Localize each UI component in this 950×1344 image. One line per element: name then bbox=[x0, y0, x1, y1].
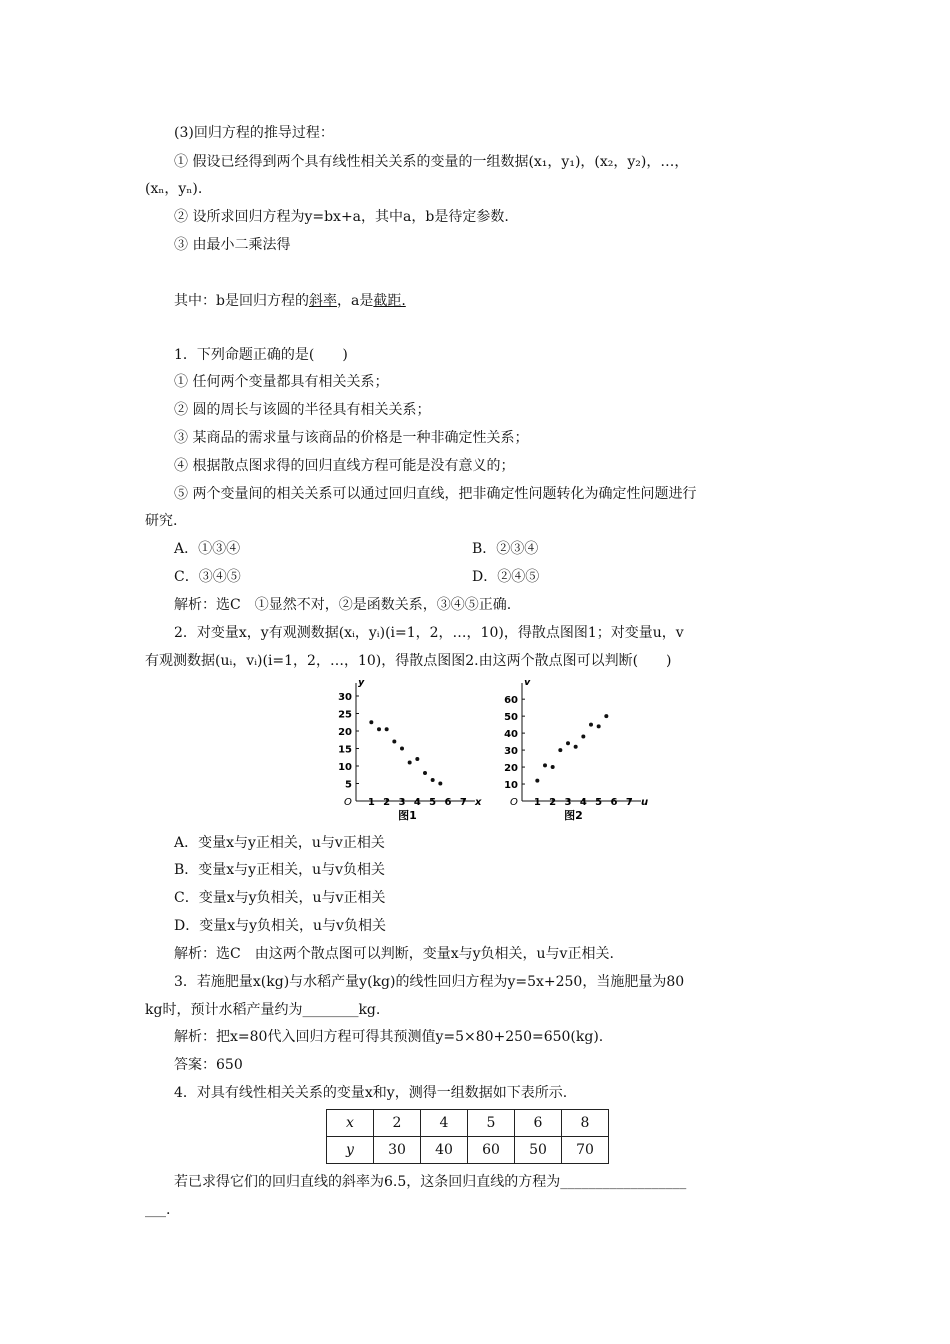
q4-data-table bbox=[326, 1109, 609, 1164]
q3-answer: 答案：650 bbox=[174, 1057, 243, 1073]
scatter-point bbox=[369, 720, 373, 724]
q1-option-c: C．③④⑤ bbox=[174, 569, 241, 585]
q1-item-1: ① 任何两个变量都具有相关关系； bbox=[174, 374, 389, 390]
note-intercept: 截距. bbox=[373, 293, 406, 309]
scatter-point bbox=[423, 771, 427, 775]
table-cell: 30 bbox=[374, 1137, 421, 1164]
q1-analysis: 解析：选C ①显然不对，②是函数关系，③④⑤正确. bbox=[174, 597, 512, 613]
scatter-chart-1 bbox=[330, 680, 485, 825]
q2-option-a: A．变量x与y正相关，u与v正相关 bbox=[174, 835, 385, 851]
scatter-point bbox=[400, 747, 404, 751]
scatter-point bbox=[431, 778, 435, 782]
y-tick-label: 30 bbox=[338, 692, 352, 703]
scatter-point bbox=[597, 724, 601, 728]
origin-label: O bbox=[510, 797, 518, 808]
y-tick-label: 50 bbox=[504, 712, 518, 724]
table-row bbox=[327, 1110, 609, 1137]
table-cell: 2 bbox=[374, 1110, 421, 1137]
table-cell: 40 bbox=[421, 1137, 468, 1164]
scatter-chart-2 bbox=[496, 680, 651, 825]
x-tick-label: 1 bbox=[367, 797, 375, 808]
q1-option-d: D．②④⑤ bbox=[472, 569, 540, 585]
note-slope: 斜率 bbox=[308, 293, 337, 309]
y-tick-label: 20 bbox=[338, 727, 352, 738]
q1-item-4: ④ 根据散点图求得的回归直线方程可能是没有意义的； bbox=[174, 458, 515, 474]
y-tick-label: 60 bbox=[504, 695, 518, 707]
q4-question-line-2: ___. bbox=[145, 1202, 171, 1218]
slope-intercept-note bbox=[174, 291, 406, 311]
x-tick-label: 5 bbox=[429, 797, 437, 808]
section-title: (3)回归方程的推导过程： bbox=[174, 125, 334, 141]
q2-stem-line-2: 有观测数据(uᵢ，vᵢ)(i=1，2，…，10)，得散点图图2.由这两个散点图可以判断( ) bbox=[145, 653, 672, 669]
scatter-point bbox=[408, 761, 412, 765]
x-tick-label: 2 bbox=[549, 797, 557, 808]
q4-question-line-1: 若已求得它们的回归直线的斜率为6.5，这条回归直线的方程为__________________ bbox=[174, 1174, 687, 1190]
chart-caption: 图2 bbox=[564, 809, 583, 822]
x-tick-label: 2 bbox=[383, 797, 391, 808]
scatter-point bbox=[438, 782, 442, 786]
q1-option-a: A．①③④ bbox=[174, 541, 241, 557]
x-tick-label: 4 bbox=[579, 797, 587, 808]
scatter-point bbox=[377, 727, 381, 731]
table-cell: 50 bbox=[515, 1137, 562, 1164]
step-3: ③ 由最小二乘法得 bbox=[174, 237, 291, 253]
table-cell: 60 bbox=[468, 1137, 515, 1164]
q3-stem-line-2: kg时，预计水稻产量约为________kg. bbox=[145, 1002, 381, 1018]
y-tick-label: 10 bbox=[338, 762, 352, 773]
scatter-point bbox=[566, 741, 570, 745]
scatter-point bbox=[574, 745, 578, 749]
step-2: ② 设所求回归方程为y=bx+a，其中a，b是待定参数. bbox=[174, 209, 509, 225]
scatter-point bbox=[558, 748, 562, 752]
q4-stem: 4．对具有线性相关关系的变量x和y，测得一组数据如下表所示. bbox=[174, 1085, 568, 1101]
q2-analysis: 解析：选C 由这两个散点图可以判断，变量x与y负相关，u与v正相关. bbox=[174, 946, 614, 962]
y-tick-label: 5 bbox=[345, 779, 352, 791]
note-middle: ，a是 bbox=[336, 293, 374, 309]
scatter-point bbox=[415, 757, 419, 761]
origin-label: O bbox=[344, 797, 352, 808]
q1-option-b: B．②③④ bbox=[472, 541, 539, 557]
q2-stem-line-1: 2．对变量x，y有观测数据(xᵢ，yᵢ)(i=1，2，…，10)，得散点图图1；对变量u，v bbox=[174, 625, 684, 641]
chart-caption: 图1 bbox=[398, 809, 417, 822]
x-tick-label: 6 bbox=[610, 797, 618, 808]
q2-option-c: C．变量x与y负相关，u与v正相关 bbox=[174, 890, 386, 906]
scatter-point bbox=[543, 763, 547, 767]
table-cell: 70 bbox=[562, 1137, 609, 1164]
y-tick-label: 30 bbox=[504, 746, 518, 758]
y-tick-label: 10 bbox=[504, 780, 518, 792]
y-axis-label: y bbox=[358, 680, 365, 688]
q1-item-3: ③ 某商品的需求量与该商品的价格是一种非确定性关系； bbox=[174, 430, 529, 446]
q2-option-b: B．变量x与y正相关，u与v负相关 bbox=[174, 862, 386, 878]
note-prefix: 其中：b是回归方程的 bbox=[174, 293, 309, 309]
x-tick-label: 7 bbox=[459, 797, 467, 808]
scatter-point bbox=[581, 735, 585, 739]
x-tick-label: 7 bbox=[625, 797, 633, 808]
x-tick-label: 5 bbox=[595, 797, 603, 808]
x-tick-label: 4 bbox=[413, 797, 421, 808]
y-tick-label: 20 bbox=[504, 763, 518, 775]
x-axis-label: x bbox=[475, 797, 482, 808]
scatter-point bbox=[535, 779, 539, 783]
x-tick-label: 3 bbox=[398, 797, 406, 808]
y-tick-label: 15 bbox=[338, 744, 352, 756]
x-tick-label: 3 bbox=[564, 797, 572, 808]
step-1-line-2: (xₙ，yₙ). bbox=[145, 181, 203, 197]
step-1-line-1: ① 假设已经得到两个具有线性相关关系的变量的一组数据(x₁，y₁)，(x₂，y₂)，…， bbox=[174, 154, 689, 170]
q3-stem-line-1: 3．若施肥量x(kg)与水稻产量y(kg)的线性回归方程为y=5x+250，当施肥量为80 bbox=[174, 974, 685, 990]
table-cell: 4 bbox=[421, 1110, 468, 1137]
q1-item-5-line-2: 研究. bbox=[145, 513, 178, 529]
q1-stem: 1．下列命题正确的是( ) bbox=[174, 347, 348, 363]
q1-item-2: ② 圆的周长与该圆的半径具有相关关系； bbox=[174, 402, 431, 418]
q2-option-d: D．变量x与y负相关，u与v负相关 bbox=[174, 918, 386, 934]
table-cell: 5 bbox=[468, 1110, 515, 1137]
scatter-point bbox=[551, 765, 555, 769]
y-tick-label: 40 bbox=[504, 729, 518, 741]
scatter-point bbox=[604, 714, 608, 718]
q3-analysis: 解析：把x=80代入回归方程可得其预测值y=5×80+250=650(kg). bbox=[174, 1029, 604, 1045]
q1-item-5-line-1: ⑤ 两个变量间的相关关系可以通过回归直线，把非确定性问题转化为确定性问题进行 bbox=[174, 486, 697, 502]
x-axis-label: u bbox=[641, 797, 649, 808]
table-row bbox=[327, 1137, 609, 1164]
scatter-point bbox=[392, 740, 396, 744]
y-tick-label: 25 bbox=[338, 709, 352, 721]
table-cell: x bbox=[327, 1110, 374, 1137]
scatter-point bbox=[385, 727, 389, 731]
x-tick-label: 6 bbox=[444, 797, 452, 808]
y-axis-label: v bbox=[524, 680, 531, 688]
x-tick-label: 1 bbox=[533, 797, 541, 808]
table-cell: y bbox=[327, 1137, 374, 1164]
table-cell: 8 bbox=[562, 1110, 609, 1137]
table-cell: 6 bbox=[515, 1110, 562, 1137]
scatter-point bbox=[589, 723, 593, 727]
